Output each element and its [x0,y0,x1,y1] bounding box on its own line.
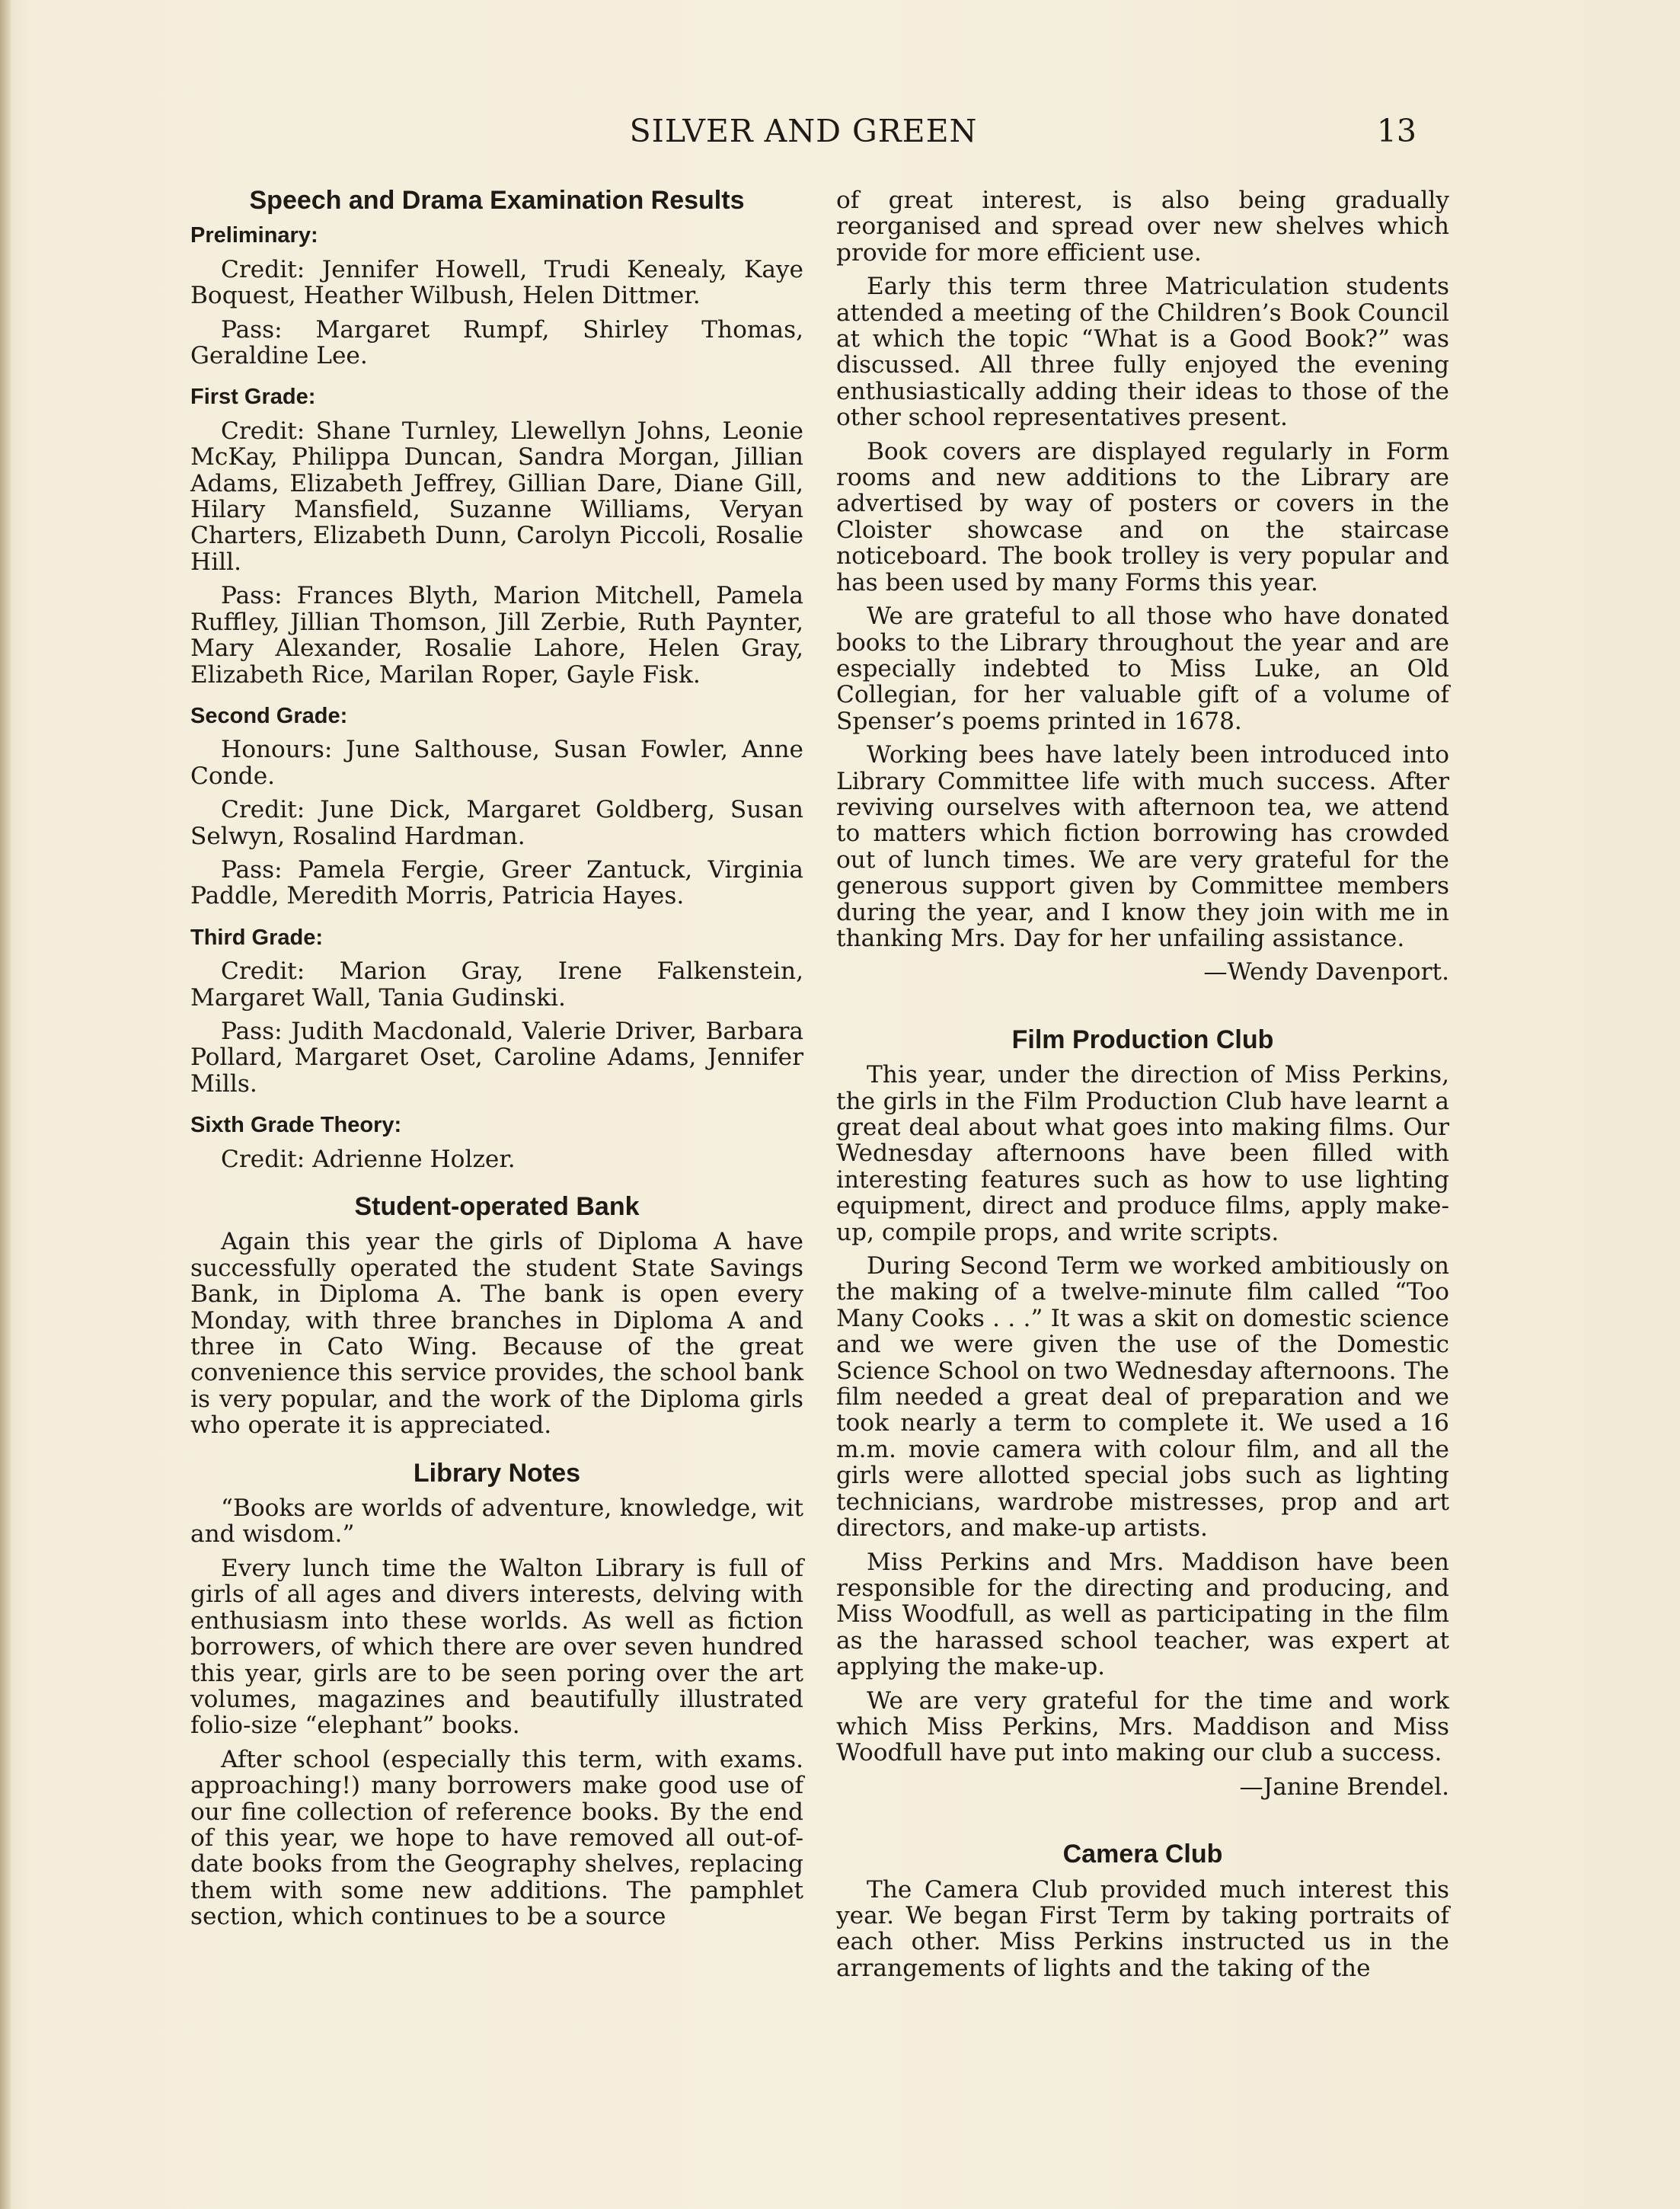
second-grade-pass: Pass: Pamela Fergie, Greer Zantuck, Virginia Paddle, Meredith Morris, Patricia Hayes. [190,855,803,910]
first-grade-label: First Grade: [190,385,316,410]
preliminary-credit: Credit: Jennifer Howell, Trudi Kenealy, Kaye Boquest, Heather Wilbush, Helen Dittmer. [190,255,803,310]
second-grade-credit: Credit: June Dick, Margaret Goldberg, Susan Selwyn, Rosalind Hardman. [190,796,803,850]
page-number: 13 [1376,113,1417,149]
sixth-grade-theory-label: Sixth Grade Theory: [190,1113,402,1138]
preliminary-pass: Pass: Margaret Rumpf, Shirley Thomas, Geraldine Lee. [190,315,803,370]
film-paragraph: During Second Term we worked ambitiously on the making of a twelve-minute film called “Too Many Cooks . . .” It was a skit on domestic science and we were given the use of the Domestic Science School on two Wednesday afternoons. The film needed a great deal of preparation and we took nearly a term to complete it. We used a 16 m.m. movie camera with colour film, and all the girls were allotted special jobs such as lighting technicians, wardrobe mistresses, prop and art directors, and make-up artists. [836,1252,1449,1542]
film-signoff: —Janine Brendel. [1239,1773,1449,1801]
library-paragraph: We are grateful to all those who have donated books to the Library throughout the year and are especially indebted to Miss Luke, an Old Collegian, for her valuable gift of a volume of Spenser’s poems printed in 1678. [836,603,1449,735]
library-heading: Library Notes [413,1458,581,1488]
first-grade-pass: Pass: Frances Blyth, Marion Mitchell, Pamela Ruffley, Jillian Thomson, Jill Zerbie, Ruth Paynter, Mary Alexander, Rosalie Lahore, Helen Gray, Elizabeth Rice, Marilan Roper, Gayle Fisk. [190,582,803,689]
running-header [190,113,1417,158]
binding-edge [0,0,11,2209]
bank-paragraph: Again this year the girls of Diploma A have successfully operated the student State Savings Bank, in Diploma A. The bank is open every Monday, with three branches in Diploma A and three in Cato Wing. Because of the great convenience this service provides, the school bank is very popular, and the work of the Diploma girls who operate it is appreciated. [190,1228,803,1440]
film-paragraph: We are very grateful for the time and work which Miss Perkins, Mrs. Maddison and Miss Woodfull have put into making our club a success. [836,1686,1449,1767]
speech-drama-heading: Speech and Drama Examination Results [249,186,745,215]
library-paragraph: Early this term three Matriculation students attended a meeting of the Children’s Book Council at which the topic “What is a Good Book?” was discussed. All three fully enjoyed the evening enthusiastically adding their ideas to those of the other school representatives present. [836,273,1449,432]
library-paragraph: Working bees have lately been introduced into Library Committee life with much success. After reviving ourselves with afternoon tea, we attend to matters which fiction borrowing has crowded out of lunch times. We are very grateful for the generous support given by Committee members during the year, and I know they join with me in thanking Mrs. Day for her unfailing assistance. [836,741,1449,952]
film-heading: Film Production Club [1011,1025,1274,1054]
second-grade-label: Second Grade: [190,703,348,728]
library-paragraph: After school (especially this term, with exams. approaching!) many borrowers make good use of our fine collection of reference books. By the end of this year, we hope to have removed all out-of-date books from the Geography shelves, replacing them with some new additions. The pamphlet section, which continues to be a source [190,1745,803,1931]
camera-heading: Camera Club [1062,1840,1223,1869]
third-grade-label: Third Grade: [190,925,324,950]
film-paragraph: Miss Perkins and Mrs. Maddison have been responsible for the directing and producing, and Miss Woodfull, as well as participating in the film as the harassed school teacher, was expert at applying the make-up. [836,1548,1449,1681]
preliminary-label: Preliminary: [190,223,318,248]
library-continued: of great interest, is also being gradually reorganised and spread over new shelves which provide for more efficient use. [836,187,1449,267]
right-column [836,187,1449,1989]
first-grade-credit: Credit: Shane Turnley, Llewellyn Johns, Leonie McKay, Philippa Duncan, Sandra Morgan, Jillian Adams, Elizabeth Jeffrey, Gillian Dare, Diane Gill, Hilary Mansfield, Suzanne Williams, Veryan Charters, Elizabeth Dunn, Carolyn Piccoli, Rosalie Hill. [190,417,803,576]
library-paragraph: Every lunch time the Walton Library is full of girls of all ages and divers interests, delving with enthusiasm into these worlds. As well as fiction borrowers, of which there are over seven hundred this year, girls are to be seen poring over the art volumes, magazines and beautifully illustrated folio-size “elephant” books. [190,1554,803,1740]
running-title: SILVER AND GREEN [629,113,978,149]
camera-paragraph: The Camera Club provided much interest this year. We began First Term by taking portraits of each other. Miss Perkins instructed us in the arrangements of lights and the taking of the [836,1875,1449,1982]
third-grade-credit: Credit: Marion Gray, Irene Falkenstein, Margaret Wall, Tania Gudinski. [190,957,803,1012]
third-grade-pass: Pass: Judith Macdonald, Valerie Driver, Barbara Pollard, Margaret Oset, Caroline Adams, Jennifer Mills. [190,1017,803,1098]
bank-heading: Student-operated Bank [354,1192,640,1221]
library-paragraph: Book covers are displayed regularly in Form rooms and new additions to the Library are advertised by way of posters or covers in the Cloister showcase and on the staircase noticeboard. The book trolley is very popular and has been used by many Forms this year. [836,437,1449,596]
second-grade-honours: Honours: June Salthouse, Susan Fowler, Anne Conde. [190,736,803,790]
left-column [190,187,803,1938]
film-paragraph: This year, under the direction of Miss Perkins, the girls in the Film Production Club have learnt a great deal about what goes into making films. Our Wednesday afternoons have been filled with interesting features such as how to use lighting equipment, direct and produce films, apply make-up, compile props, and write scripts. [836,1061,1449,1246]
library-quote: “Books are worlds of adventure, knowledge, wit and wisdom.” [190,1495,803,1549]
library-signoff: —Wendy Davenport. [1203,958,1449,986]
sixth-grade-theory-credit: Credit: Adrienne Holzer. [221,1145,516,1173]
